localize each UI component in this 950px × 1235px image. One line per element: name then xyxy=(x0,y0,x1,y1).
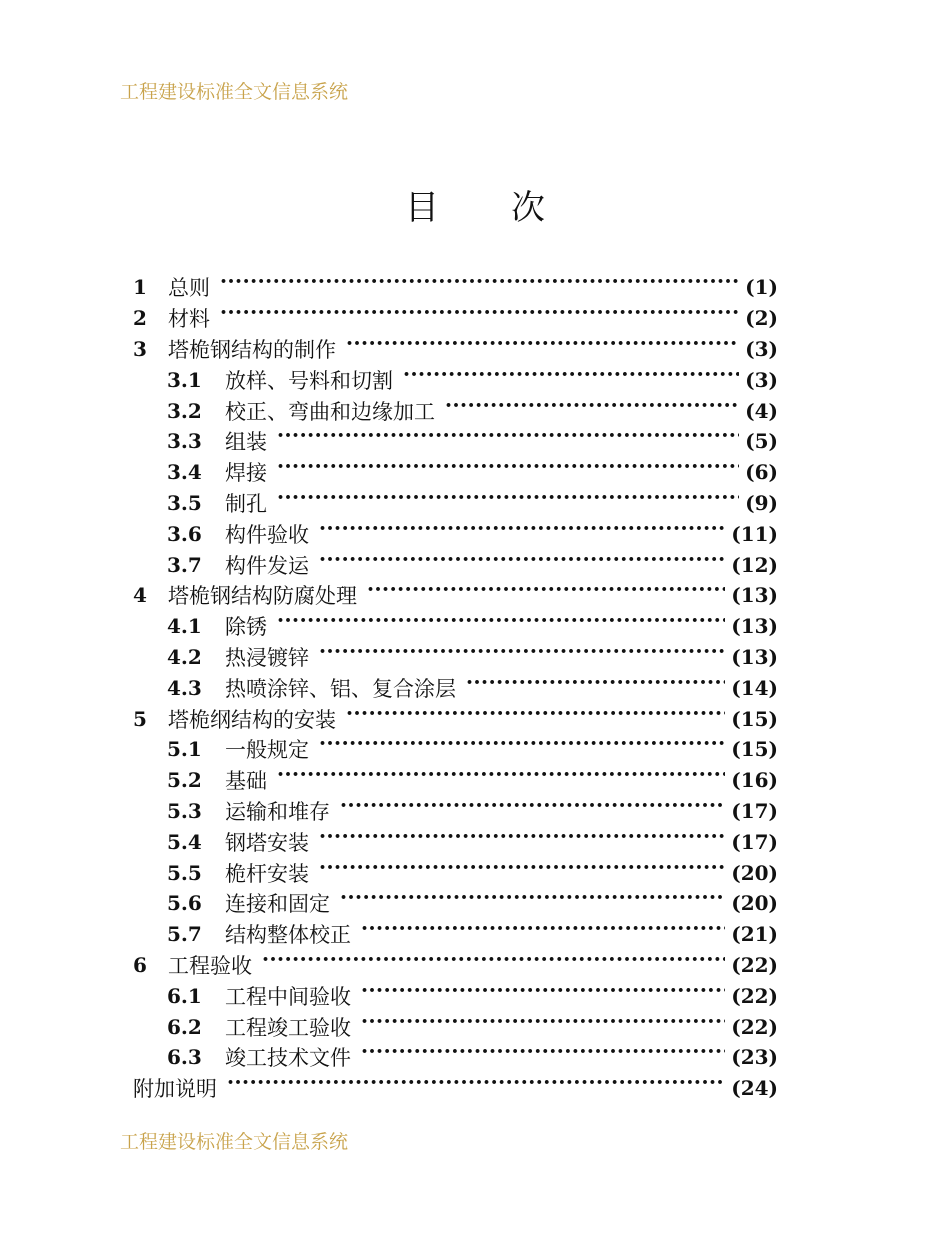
toc-leader-dots xyxy=(403,371,739,389)
toc-entry-page: (21) xyxy=(731,922,778,947)
toc-entry-page: (22) xyxy=(731,1014,778,1039)
toc-leader-dots xyxy=(277,617,725,635)
toc-entry[interactable] xyxy=(133,611,778,642)
toc-entry-page: (15) xyxy=(731,737,778,762)
toc-leader-dots xyxy=(277,432,739,450)
toc-entry-label: 工程竣工验收 xyxy=(225,1015,351,1040)
toc-entry[interactable] xyxy=(133,1011,778,1042)
toc-entry-page: (4) xyxy=(745,398,778,423)
toc-entry-number: 3 xyxy=(133,336,147,361)
toc-entry-number: 2 xyxy=(133,306,147,331)
toc-entry-label: 连接和固定 xyxy=(225,892,330,917)
toc-entry-page: (17) xyxy=(731,798,778,823)
toc-entry-page: (14) xyxy=(731,675,778,700)
toc-entry-label: 基础 xyxy=(225,769,267,794)
title-char-2: 次 xyxy=(511,188,545,228)
toc-leader-dots xyxy=(367,586,725,604)
toc-leader-dots xyxy=(340,802,725,820)
toc-leader-dots xyxy=(262,956,725,974)
toc-leader-dots xyxy=(340,894,725,912)
toc-entry-label: 热浸镀锌 xyxy=(225,645,309,670)
toc-entry-label: 总则 xyxy=(168,276,210,301)
toc-entry-label: 构件验收 xyxy=(225,522,309,547)
toc-entry-page: (13) xyxy=(731,614,778,639)
toc-entry-number: 3.6 xyxy=(167,521,202,546)
toc-entry-label: 除锈 xyxy=(225,615,267,640)
toc-entry-label: 材料 xyxy=(168,307,210,332)
toc-entry-page: (20) xyxy=(731,860,778,885)
toc-entry-number: 4.1 xyxy=(167,614,202,639)
toc-entry-label: 热喷涂锌、铝、复合涂层 xyxy=(225,676,456,701)
toc-entry-label: 钢塔安装 xyxy=(225,830,309,855)
toc-entry-page: (12) xyxy=(731,552,778,577)
toc-entry[interactable] xyxy=(133,765,778,796)
toc-entry-label: 塔桅钢结构防腐处理 xyxy=(168,584,357,609)
toc-entry-number: 3.3 xyxy=(167,429,202,454)
toc-leader-dots xyxy=(361,1018,725,1036)
toc-entry-number: 5.2 xyxy=(167,768,202,793)
toc-entry-label: 运输和堆存 xyxy=(225,799,330,824)
toc-entry-label: 结构整体校正 xyxy=(225,923,351,948)
title-char-1: 目 xyxy=(405,188,439,228)
toc-entry-number: 5.4 xyxy=(167,829,202,854)
toc-entry-label: 塔桅纲结构的安装 xyxy=(168,707,336,732)
toc-entry[interactable] xyxy=(133,549,778,580)
toc-leader-dots xyxy=(346,340,739,358)
toc-entry[interactable] xyxy=(133,334,778,365)
toc-entry-page: (16) xyxy=(731,768,778,793)
toc-entry-page: (20) xyxy=(731,891,778,916)
toc-entry-number: 5.3 xyxy=(167,798,202,823)
toc-entry-label: 桅杆安装 xyxy=(225,861,309,886)
toc-entry-number: 5.5 xyxy=(167,860,202,885)
toc-leader-dots xyxy=(277,463,739,481)
toc-entry[interactable] xyxy=(133,395,778,426)
toc-entry-page: (9) xyxy=(745,490,778,515)
toc-entry-number: 6.3 xyxy=(167,1045,202,1070)
toc-entry[interactable] xyxy=(133,672,778,703)
toc-leader-dots xyxy=(227,1079,725,1097)
toc-entry-page: (1) xyxy=(745,275,778,300)
toc-entry-label: 塔桅钢结构的制作 xyxy=(168,337,336,362)
toc-entry-page: (13) xyxy=(731,644,778,669)
toc-entry[interactable] xyxy=(133,919,778,950)
toc-entry-number: 3.1 xyxy=(167,367,202,392)
toc-entry-label: 组装 xyxy=(225,430,267,455)
toc-entry[interactable] xyxy=(133,1042,778,1073)
toc-entry[interactable] xyxy=(133,826,778,857)
toc-entry[interactable] xyxy=(133,364,778,395)
toc-entry-label: 构件发运 xyxy=(225,553,309,578)
toc-entry-label: 放样、号料和切割 xyxy=(225,368,393,393)
toc-entry-label: 一般规定 xyxy=(225,738,309,763)
watermark-top: 工程建设标准全文信息系统 xyxy=(120,81,349,103)
toc-leader-dots xyxy=(445,402,739,420)
toc-entry-page: (5) xyxy=(745,429,778,454)
toc-entry-label: 校正、弯曲和边缘加工 xyxy=(225,399,435,424)
toc-entry-page: (23) xyxy=(731,1045,778,1070)
toc-leader-dots xyxy=(361,987,725,1005)
toc-entry[interactable] xyxy=(133,488,778,519)
toc-entry-number: 4.3 xyxy=(167,675,202,700)
toc-leader-dots xyxy=(466,679,725,697)
toc-leader-dots xyxy=(319,864,725,882)
toc-entry[interactable] xyxy=(133,1073,778,1104)
toc-entry-number: 5.6 xyxy=(167,891,202,916)
toc-leader-dots xyxy=(319,740,725,758)
toc-leader-dots xyxy=(346,710,725,728)
toc-entry-number: 3.4 xyxy=(167,460,202,485)
page-title xyxy=(0,180,950,229)
toc-entry-page: (24) xyxy=(731,1076,778,1101)
toc-entry-page: (2) xyxy=(745,306,778,331)
toc-entry-page: (13) xyxy=(731,583,778,608)
toc-entry-number: 5 xyxy=(133,706,147,731)
toc-entry-label: 工程验收 xyxy=(168,953,252,978)
toc-entry[interactable] xyxy=(133,734,778,765)
toc-entry-label: 附加说明 xyxy=(133,1077,217,1102)
toc-leader-dots xyxy=(220,309,739,327)
watermark-bottom: 工程建设标准全文信息系统 xyxy=(120,1131,349,1153)
toc-entry-page: (3) xyxy=(745,367,778,392)
toc-entry[interactable] xyxy=(133,642,778,673)
toc-entry-page: (3) xyxy=(745,336,778,361)
toc-entry-page: (22) xyxy=(731,952,778,977)
toc-entry[interactable] xyxy=(133,303,778,334)
toc-entry-number: 1 xyxy=(133,275,147,300)
toc-entry-number: 3.2 xyxy=(167,398,202,423)
toc-leader-dots xyxy=(319,556,725,574)
toc-entry-number: 5.7 xyxy=(167,922,202,947)
toc-entry-page: (22) xyxy=(731,983,778,1008)
toc-leader-dots xyxy=(319,525,725,543)
toc-entry[interactable] xyxy=(133,703,778,734)
toc-entry-label: 竣工技术文件 xyxy=(225,1046,351,1071)
toc-entry-number: 3.5 xyxy=(167,490,202,515)
toc-entry-number: 3.7 xyxy=(167,552,202,577)
toc-entry-page: (6) xyxy=(745,460,778,485)
toc-entry-page: (11) xyxy=(731,521,778,546)
toc-leader-dots xyxy=(361,1048,725,1066)
toc-leader-dots xyxy=(361,925,725,943)
toc-entry[interactable] xyxy=(133,457,778,488)
toc-entry[interactable] xyxy=(133,980,778,1011)
toc-entry-label: 焊接 xyxy=(225,461,267,486)
toc-entry[interactable] xyxy=(133,580,778,611)
toc-entry-page: (17) xyxy=(731,829,778,854)
toc-leader-dots xyxy=(277,494,739,512)
toc-entry[interactable] xyxy=(133,857,778,888)
table-of-contents xyxy=(133,272,778,1104)
toc-entry[interactable] xyxy=(133,518,778,549)
toc-entry[interactable] xyxy=(133,796,778,827)
toc-entry-page: (15) xyxy=(731,706,778,731)
toc-entry-label: 工程中间验收 xyxy=(225,984,351,1009)
toc-entry[interactable] xyxy=(133,272,778,303)
toc-leader-dots xyxy=(277,771,725,789)
toc-entry-number: 6 xyxy=(133,952,147,977)
toc-entry[interactable] xyxy=(133,426,778,457)
toc-entry-number: 6.1 xyxy=(167,983,202,1008)
toc-entry[interactable] xyxy=(133,950,778,981)
toc-leader-dots xyxy=(319,648,725,666)
toc-entry-number: 4 xyxy=(133,583,147,608)
toc-leader-dots xyxy=(319,833,725,851)
toc-entry[interactable] xyxy=(133,888,778,919)
toc-entry-label: 制孔 xyxy=(225,491,267,516)
toc-entry-number: 5.1 xyxy=(167,737,202,762)
toc-leader-dots xyxy=(220,278,739,296)
toc-entry-number: 6.2 xyxy=(167,1014,202,1039)
toc-entry-number: 4.2 xyxy=(167,644,202,669)
